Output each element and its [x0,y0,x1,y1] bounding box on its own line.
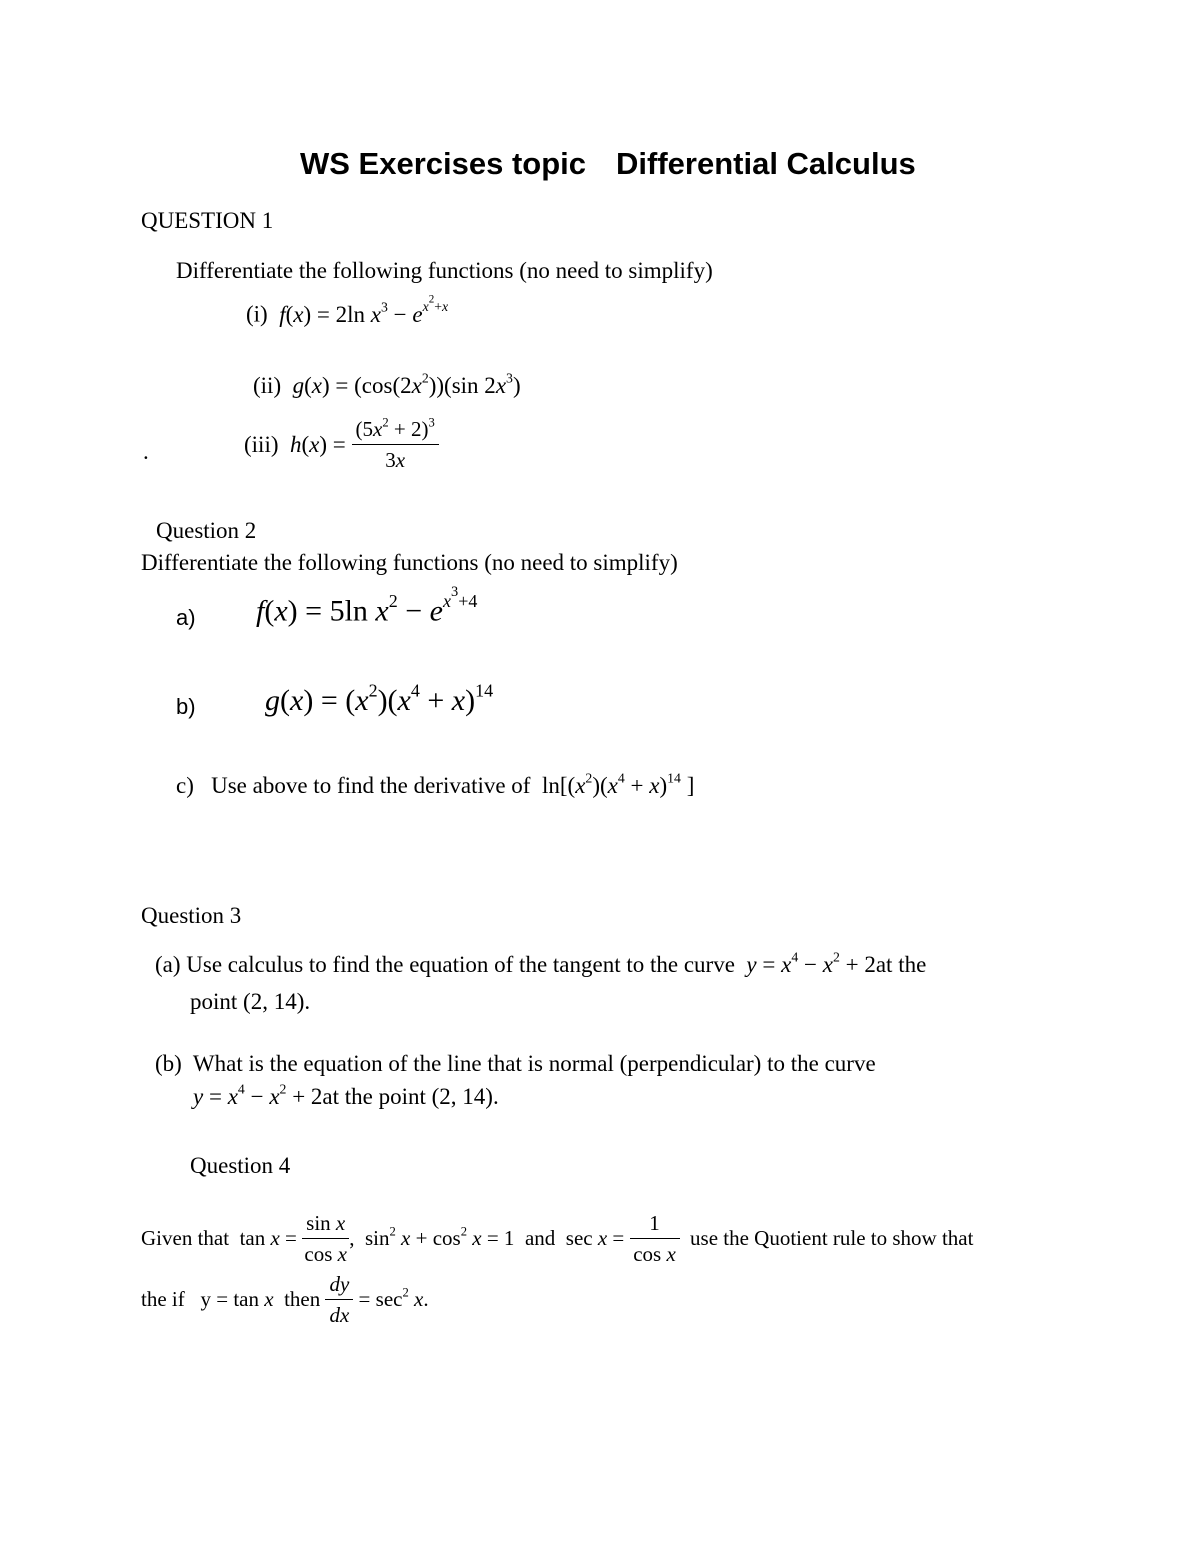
q2-c-text: Use above to find the derivative of [211,773,531,798]
q3-b-text: What is the equation of the line that is normal (perpendicular) to the curve [192,1051,876,1076]
q2-label-b: b) [176,694,196,719]
q4-sec-squared: = $\sec^2 x$. [358,1285,429,1312]
q2-formula-b: $g(x) = (x^2)(x^4 + x)^{14}$ [265,680,494,717]
q4-tan-def: tan x = [239,1226,297,1251]
q2-formula-c: $\ln[(x^2)(x^4 + x)^{14}$ ] [541,770,695,798]
q3-a-formula: $y = x^4 - x^2 + 2$ [746,949,876,977]
page-title [300,148,916,179]
q4-dydx-fraction: $\frac{dy}{dx}$ [325,1272,353,1327]
q1-item-ii [253,370,521,398]
q4-then: then [284,1287,321,1312]
q2-formula-a: f(x) = 5ln $x^2 - e^{x^3+4}$ [256,584,478,628]
title-part1: WS Exercises topic [300,146,587,181]
q4-y-tan: y = tan x [200,1287,274,1312]
q4-use-text: use the Quotient rule to show that [690,1226,974,1251]
q4-sec-fraction: $\frac{1}{\text{cos x}}$ [630,1211,680,1266]
q3-item-a [155,949,927,977]
q2-heading: Question 2 [156,518,257,543]
q1-heading: QUESTION 1 [141,208,274,233]
q4-given: Given that [141,1226,230,1251]
q2-label-a: a) [176,605,196,630]
q1-fraction-iii: $\frac{(5x^2 + 2)^3}{3x}$ [352,417,439,472]
q2-item-c [176,770,695,798]
q4-identity: $\sin^2 x + \cos^2 x = 1$ [364,1224,515,1251]
q3-item-b [155,1052,876,1075]
q1-formula-ii: $g(x) = (\cos(2x^2))(\sin$ $2x^3$) [292,370,521,398]
q2-label-c: c) [176,773,194,798]
q4-and: and [524,1226,556,1251]
q3-a-text-line2: point (2, 14). [190,989,311,1014]
q1-instruction: Differentiate the following functions (no need to simplify) [176,258,713,283]
q3-b-formula: $y = x^4 - x^2 + 2$ [193,1081,323,1109]
q2-instruction: Differentiate the following functions (no need to simplify) [141,550,678,575]
q1-label-i: (i) [246,301,268,327]
q4-the-if: the if [141,1287,185,1312]
q1-item-iii [244,417,439,472]
q4-line1: Given that tan x = $\frac{\text{sin x}}{\text{cos x}}$ , $\sin^2 x + \cos^2 x = 1$ and sec x = $\frac{1}{\text{cos x}}$ use the Quotient rule to show that [141,1211,974,1267]
q3-heading: Question 3 [141,903,242,928]
q3-a-text: Use calculus to find the equation of the tangent to the curve [186,952,735,977]
q3-b-line2 [193,1081,499,1109]
q3-a-label: (a) [155,952,181,977]
q1-formula-i: f(x) = 2ln $x^3 - e^{x^2+x}$ [279,294,449,327]
q1-formula-iii: h(x) = [290,432,346,458]
q4-sec-def: sec x = [565,1226,625,1251]
q3-a-text-end: at the [875,952,927,977]
q1-label-ii: (ii) [253,373,282,398]
q4-heading: Question 4 [190,1153,291,1178]
q3-b-text-end: at the point (2, 14). [322,1084,499,1109]
q1-label-iii: (iii) [244,432,279,458]
q4-tan-fraction: $\frac{\text{sin x}}{\text{cos x}}$ [302,1211,349,1266]
q1-item-i [246,294,449,327]
title-part2: Differential Calculus [616,146,916,181]
q1-dot: . [143,439,149,464]
q3-b-label: (b) [155,1051,182,1076]
q4-line2 [141,1272,429,1327]
